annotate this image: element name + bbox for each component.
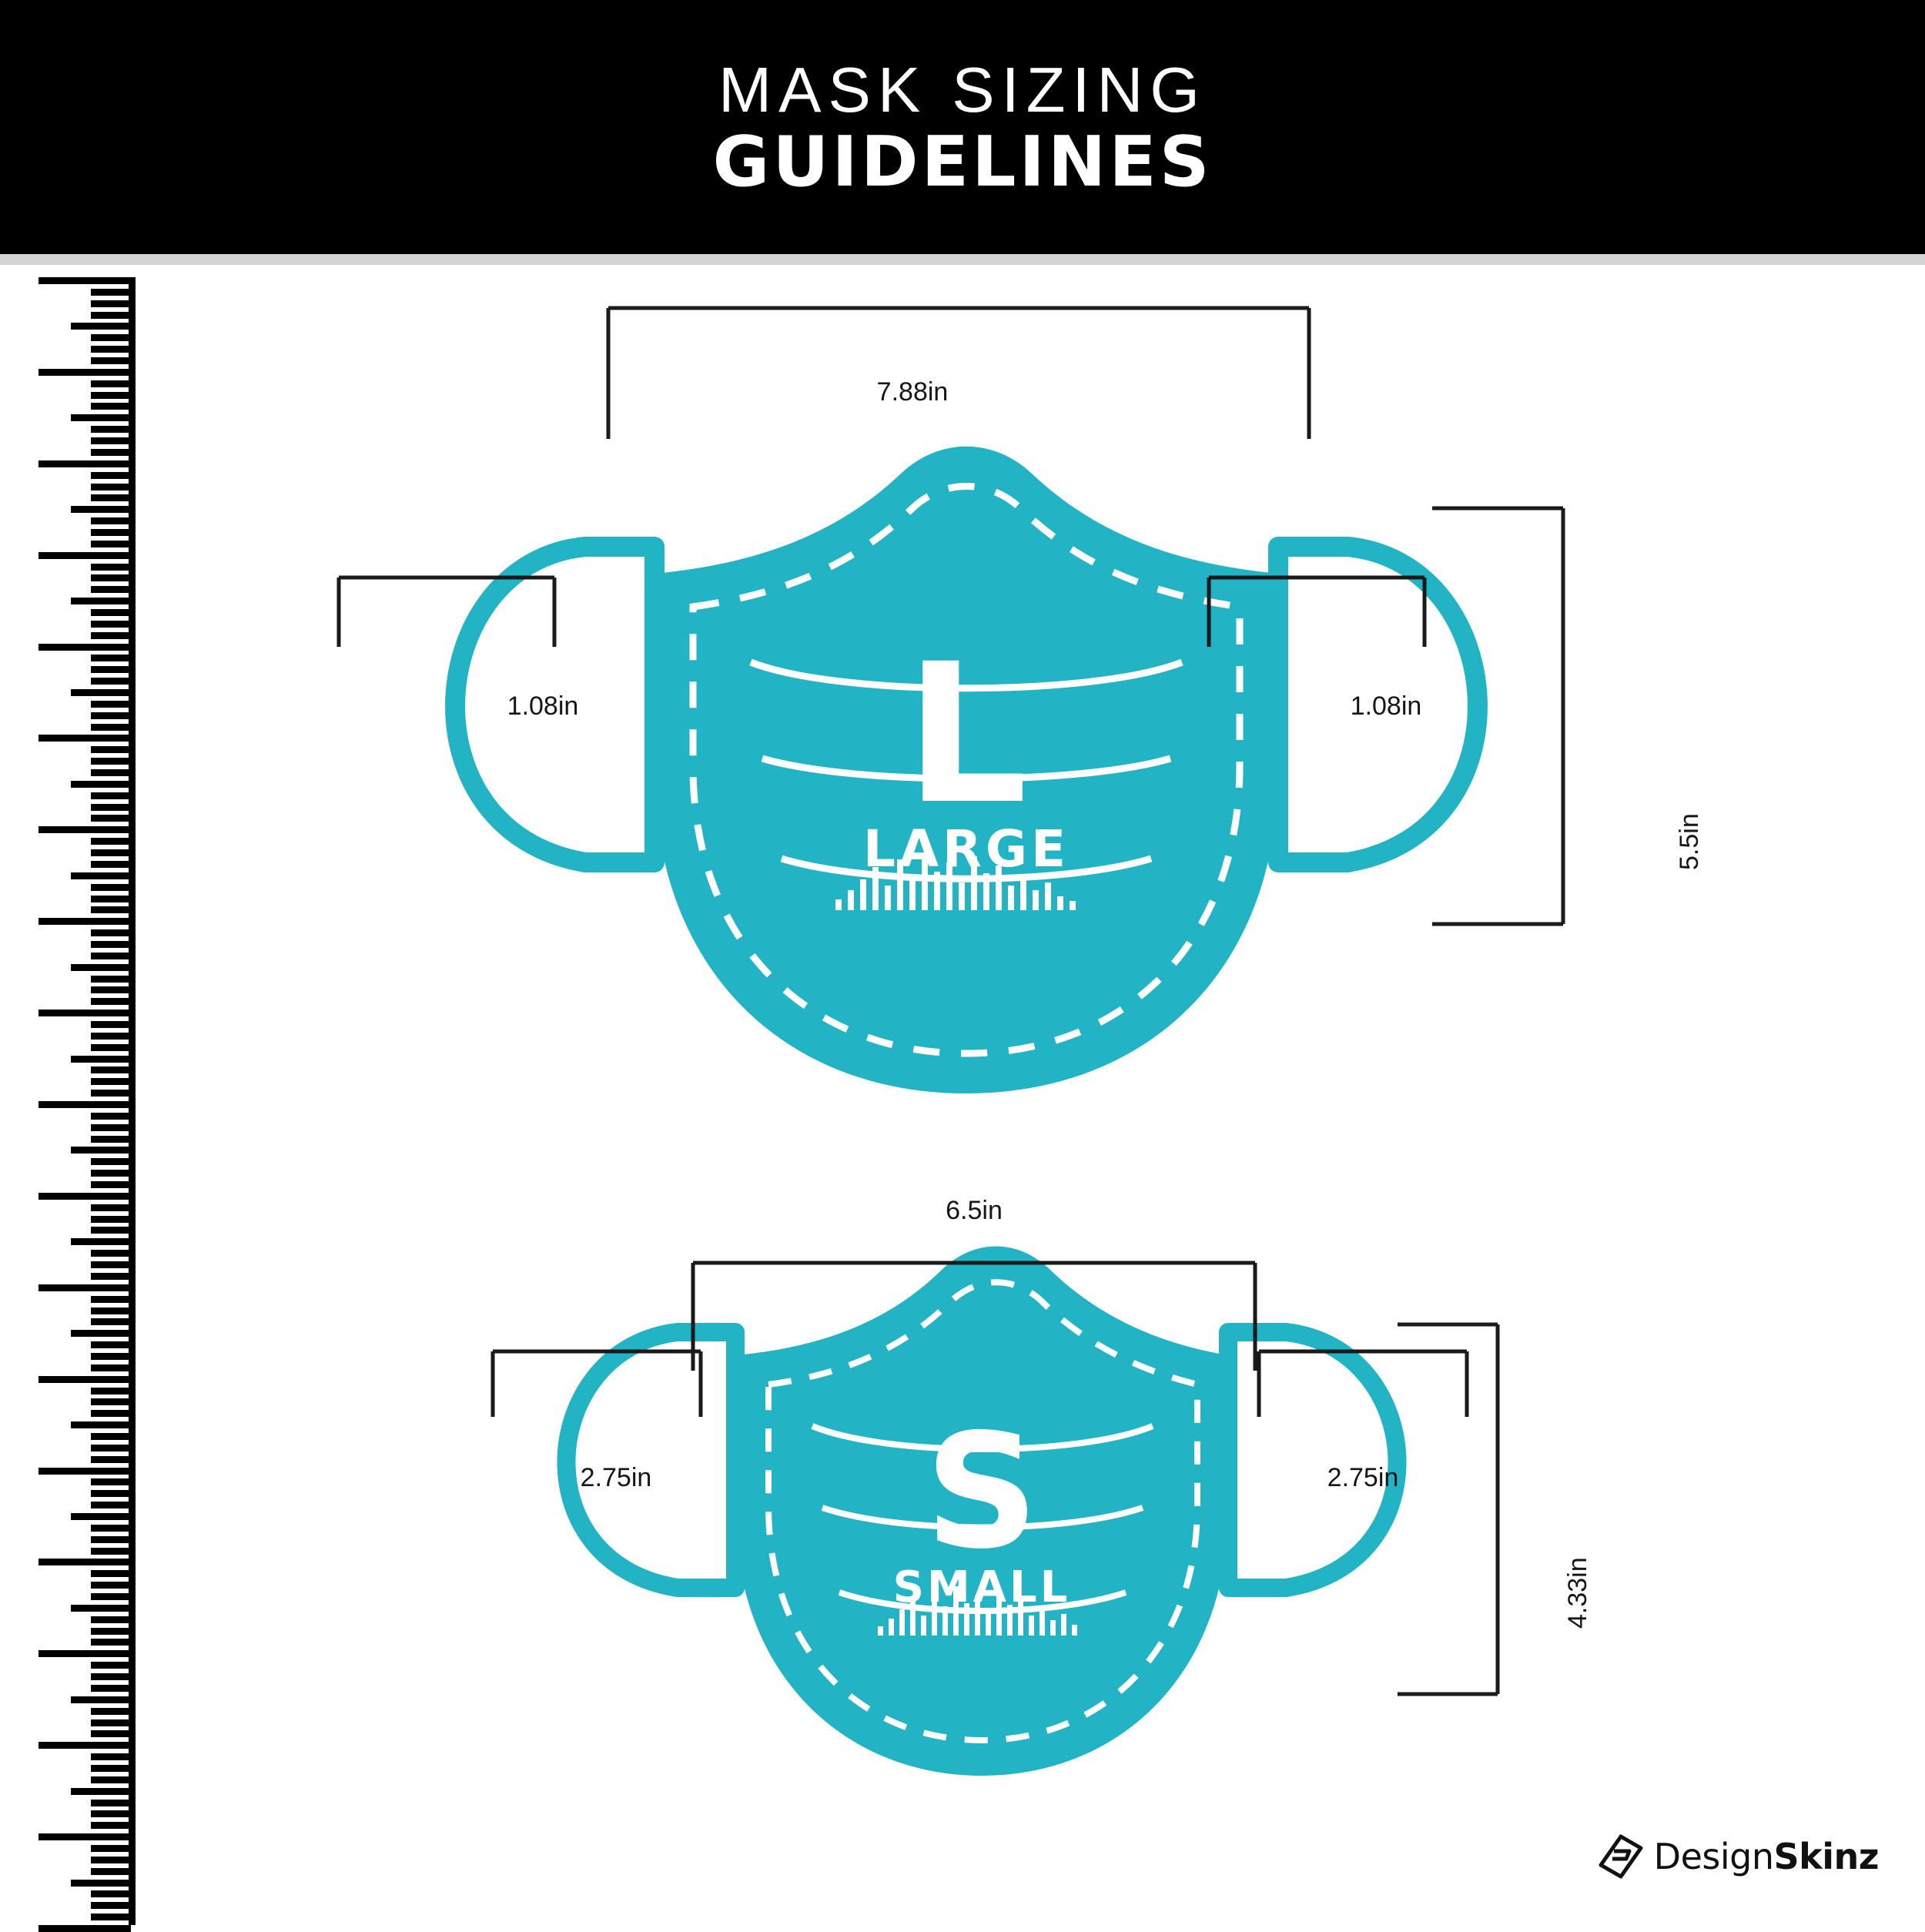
ruler-tick [91,449,131,456]
ruler-tick [91,1398,131,1405]
ruler-tick [38,1010,131,1016]
ruler-tick [91,1822,131,1829]
large-height-label: 5.5in [1675,813,1704,870]
ruler-tick [38,552,131,559]
inch-ruler [31,277,131,1925]
ruler-tick [91,838,131,845]
brand-name-bold: Skinz [1773,1836,1879,1877]
ruler-tick [71,1605,131,1612]
ruler-tick [91,357,131,364]
ruler-tick [91,1033,131,1040]
ruler-tick [91,1662,131,1669]
large-right-strap-label: 1.08in [1350,691,1422,721]
ruler-tick [91,1158,131,1165]
page-header [0,0,1925,254]
ruler-tick [91,334,131,341]
ruler-tick [71,1696,131,1703]
ruler-tick [38,918,131,925]
ruler-tick [71,1330,131,1337]
ruler-tick [91,929,131,936]
ruler-tick [38,644,131,651]
ruler-tick [38,1925,131,1932]
ruler-tick [91,986,131,993]
page-title-line1: MASK SIZING [718,53,1207,126]
ruler-tick [71,964,131,971]
ruler-tick [91,494,131,501]
ruler-tick [91,300,131,307]
ruler-tick [91,1410,131,1417]
ruler-tick [71,781,131,788]
ruler-tick [91,941,131,948]
ruler-tick [38,1376,131,1383]
ruler-tick [91,1250,131,1257]
ruler-tick [91,1902,131,1909]
ruler-tick [91,1490,131,1497]
ruler-tick [91,289,131,296]
ruler-tick [91,1708,131,1715]
ruler-tick [91,1181,131,1188]
ruler-tick [91,1090,131,1097]
ruler-tick [91,1078,131,1085]
ruler-tick [38,277,131,284]
ruler-tick [71,1880,131,1887]
header-divider [0,254,1925,265]
brand-name-light: Design [1653,1836,1774,1877]
ruler-tick [38,369,131,376]
small-dimension-lines [462,1117,1555,1887]
ruler-tick [71,1421,131,1428]
ruler-tick [71,689,131,696]
ruler-tick [91,632,131,639]
small-left-strap-label: 2.75in [580,1463,652,1492]
ruler-tick [91,861,131,868]
ruler-tick [91,1525,131,1532]
ruler-tick [91,1593,131,1600]
ruler-tick [91,1570,131,1577]
ruler-tick [91,1753,131,1760]
ruler-tick [38,1833,131,1840]
ruler-tick [91,1227,131,1234]
ruler-tick [91,1685,131,1692]
ruler-tick [71,506,131,513]
ruler-tick [91,1044,131,1051]
small-height-label: 4.33in [1563,1557,1592,1629]
ruler-tick [71,323,131,330]
ruler-tick [91,392,131,399]
ruler-tick [91,746,131,753]
ruler-tick [91,1204,131,1211]
ruler-tick [91,758,131,765]
ruler-tick [38,1101,131,1108]
ruler-tick [91,1170,131,1177]
ruler-tick [38,1468,131,1475]
ruler-tick [91,380,131,387]
ruler-tick [91,976,131,983]
ruler-tick [91,1353,131,1360]
small-right-strap-label: 2.75in [1327,1463,1399,1492]
ruler-tick [91,1582,131,1589]
ruler-tick [91,437,131,444]
ruler-tick [71,1056,131,1063]
size-label-large: LARGE [862,819,1070,879]
ruler-tick [91,1857,131,1863]
ruler-tick [91,574,131,581]
ruler-tick [91,609,131,616]
brand-logo-text [1654,1836,1879,1877]
ruler-tick [91,1318,131,1325]
ruler-tick [91,1548,131,1555]
ruler-tick [91,1810,131,1817]
ruler-tick [91,1364,131,1371]
ruler-tick [71,1147,131,1154]
ruler-tick [91,1628,131,1635]
ruler-tick [91,1616,131,1623]
ruler-tick [91,1296,131,1303]
ruler-tick [91,678,131,685]
ruler-tick [71,1788,131,1795]
ruler-tick [91,1341,131,1348]
ruler-tick [91,1261,131,1268]
ruler-tick [91,1800,131,1806]
ruler-tick [91,541,131,547]
ruler-tick [91,1216,131,1223]
designskinz-diamond-icon [1599,1834,1643,1879]
page-title-line2: GUIDELINES [712,121,1213,203]
ruler-tick [91,1273,131,1280]
ruler-tick [91,1914,131,1920]
ruler-tick [91,884,131,891]
ruler-tick [91,712,131,719]
ruler-tick [91,1478,131,1485]
ruler-tick [91,1765,131,1772]
small-width-label: 6.5in [946,1196,1003,1225]
ruler-tick [91,1502,131,1508]
ruler-tick [91,1308,131,1314]
ruler-tick [91,1890,131,1897]
ruler-tick [91,849,131,856]
ruler-tick [91,1639,131,1646]
ruler-tick [91,815,131,822]
ruler-tick [71,414,131,421]
ruler-tick [91,1673,131,1680]
ruler-tick [91,484,131,491]
ruler-tick [38,826,131,833]
ruler-tick [91,346,131,353]
ruler-tick [91,655,131,661]
ruler-tick [71,598,131,604]
ruler-tick [91,1445,131,1452]
ruler-tick [91,1433,131,1440]
ruler-tick [71,1238,131,1245]
ruler-tick [91,1719,131,1726]
ruler-tick [91,1021,131,1028]
ruler-tick [91,1845,131,1852]
ruler-tick [91,804,131,811]
ruler-tick [91,701,131,708]
ruler-tick [91,1776,131,1783]
ruler-tick [91,1536,131,1543]
ruler-tick [91,426,131,433]
ruler-tick [91,1113,131,1120]
ruler-tick [91,666,131,673]
ruler-tick [91,998,131,1005]
ruler-tick [91,472,131,479]
ruler-tick [91,1136,131,1143]
ruler-tick [38,1284,131,1291]
ruler-tick [91,1456,131,1463]
ruler-tick [91,564,131,571]
ruler-tick [91,312,131,319]
brand-logo[interactable] [1599,1834,1879,1879]
ruler-tick [71,872,131,879]
ruler-tick [38,1742,131,1749]
size-label-small: SMALL [892,1562,1071,1612]
ruler-tick [38,1650,131,1657]
ruler-tick [91,724,131,731]
ruler-tick [91,792,131,799]
ruler-tick [38,460,131,467]
ruler-tick [91,621,131,628]
ruler-tick [91,953,131,959]
ruler-tick [91,1730,131,1737]
ruler-tick [91,517,131,524]
ruler-tick [91,906,131,913]
ruler-tick [91,403,131,410]
size-letter-large: L [905,622,1028,846]
ruler-tick [71,1513,131,1520]
ruler-tick [91,1124,131,1131]
ruler-tick [91,1868,131,1875]
ruler-tick [91,586,131,593]
ruler-tick [38,1559,131,1565]
large-left-strap-label: 1.08in [507,691,579,721]
ruler-tick [91,1066,131,1073]
size-letter-small: S [925,1401,1039,1584]
ruler-tick [38,735,131,742]
ruler-tick [91,1388,131,1395]
ruler-tick [91,529,131,536]
ruler-tick [91,769,131,776]
large-width-label: 7.88in [876,377,949,407]
ruler-tick [91,896,131,902]
ruler-tick [38,1193,131,1200]
